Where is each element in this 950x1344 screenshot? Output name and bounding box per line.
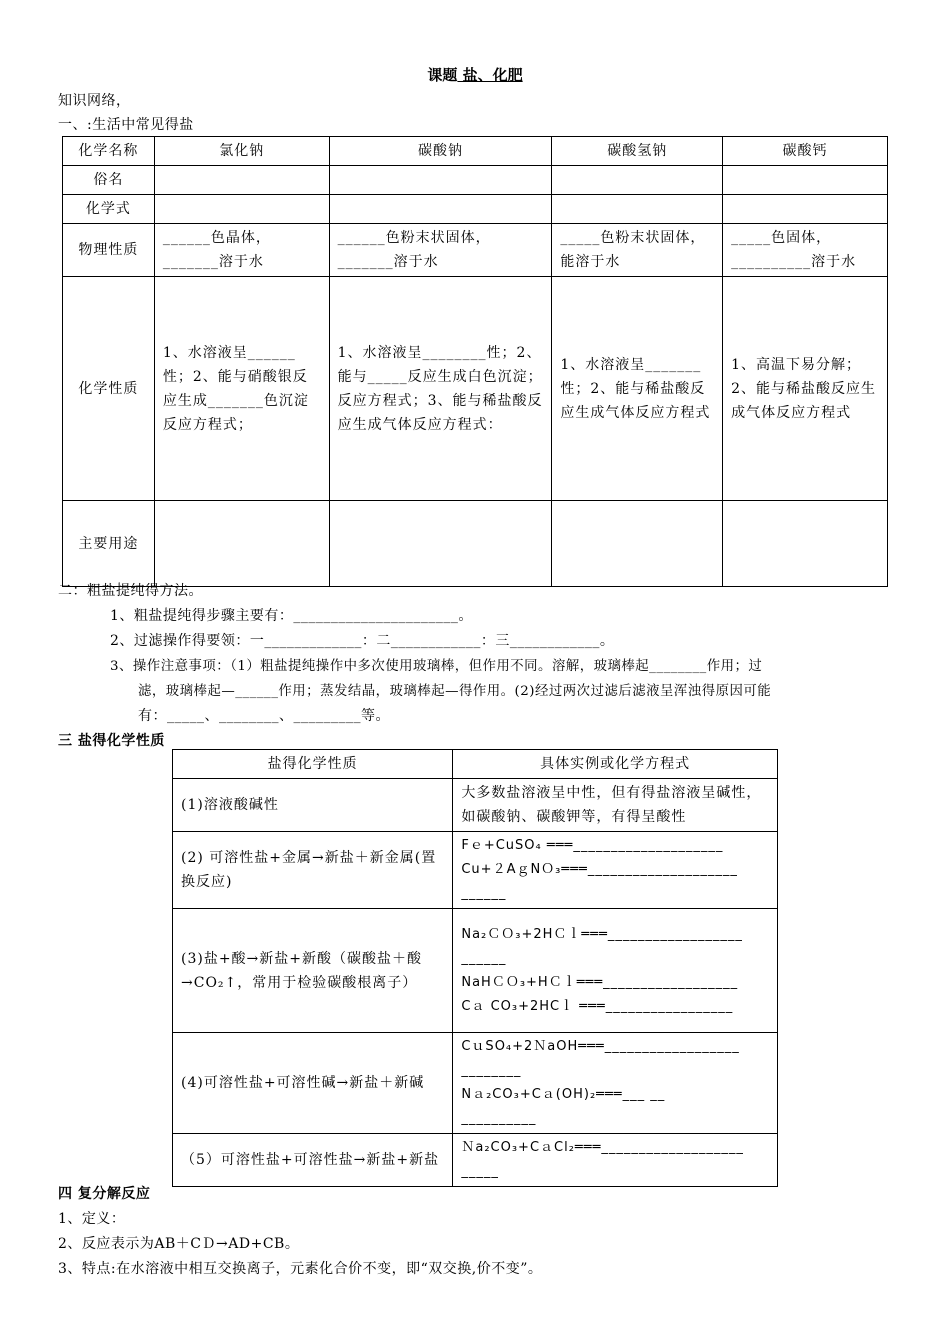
equation-line: Na₂ＣＯ₃+2HＣｌ═══__________________ bbox=[461, 926, 743, 942]
salt-properties-table bbox=[172, 749, 778, 1187]
example-cell bbox=[453, 1033, 778, 1134]
equation-line: _____ bbox=[461, 1164, 499, 1179]
table-row bbox=[173, 832, 778, 909]
property-cell: (2) 可溶性盐+金属→新盐＋新金属(置换反应) bbox=[173, 832, 453, 909]
table-cell bbox=[552, 501, 723, 587]
row-label: 俗名 bbox=[63, 166, 155, 195]
property-cell: （5）可溶性盐+可溶性盐→新盐+新盐 bbox=[173, 1134, 453, 1187]
example-cell bbox=[453, 909, 778, 1033]
table-cell bbox=[552, 166, 723, 195]
equation-line: Ｎa₂CO₃+CａCl₂═══___________________ bbox=[461, 1140, 744, 1155]
example-cell bbox=[453, 832, 778, 909]
row-label: 物理性质 bbox=[63, 224, 155, 277]
table-row bbox=[63, 277, 888, 501]
equation-line: NaHＣＯ₃+HＣｌ═══__________________ bbox=[461, 974, 739, 990]
table-cell bbox=[329, 195, 552, 224]
table-row bbox=[63, 166, 888, 195]
header-cell: 碳酸钠 bbox=[329, 137, 552, 166]
table-row bbox=[173, 1033, 778, 1134]
property-cell: (4)可溶性盐+可溶性碱→新盐＋新碱 bbox=[173, 1033, 453, 1134]
row-label: 化学式 bbox=[63, 195, 155, 224]
section3-heading: 三 盐得化学性质 bbox=[58, 733, 165, 749]
example-cell: 大多数盐溶液呈中性，但有得盐溶液呈碱性，如碳酸钠、碳酸钾等，有得呈酸性 bbox=[453, 779, 778, 832]
table-row bbox=[63, 195, 888, 224]
table-header-row bbox=[63, 137, 888, 166]
equation-line: ______ bbox=[461, 886, 507, 901]
table-cell bbox=[329, 501, 552, 587]
equation-line: __________ bbox=[461, 1111, 537, 1126]
header-cell: 具体实例或化学方程式 bbox=[453, 750, 778, 779]
section4-item2: 2、反应表示为AB＋CＤ→AD+CB。 bbox=[58, 1236, 300, 1252]
table-cell: 1、水溶液呈______性；2、能与硝酸银反应生成_______色沉淀反应方程式； bbox=[154, 277, 329, 501]
intro-text: 知识网络， bbox=[58, 93, 131, 109]
section1-heading: 一、:生活中常见得盐 bbox=[58, 117, 194, 133]
page-title bbox=[0, 64, 950, 85]
table-row bbox=[63, 501, 888, 587]
equation-line: Fｅ+CuSO₄ ═══____________________ bbox=[461, 838, 724, 853]
equation-line: Cu+２AｇNＯ₃═══____________________ bbox=[461, 862, 738, 877]
section2-item1: 1、粗盐提纯得步骤主要有：______________________。 bbox=[110, 608, 473, 624]
section2-heading: 二：粗盐提纯得方法。 bbox=[58, 583, 203, 599]
table-cell: _____色粉末状固体，能溶于水 bbox=[552, 224, 723, 277]
table-row bbox=[173, 1134, 778, 1187]
property-cell: (1)溶液酸碱性 bbox=[173, 779, 453, 832]
table-cell: 1、水溶液呈_______性；2、能与稀盐酸反应生成气体反应方程式 bbox=[552, 277, 723, 501]
table-cell: _____色固体，__________溶于水 bbox=[723, 224, 888, 277]
table-cell bbox=[723, 501, 888, 587]
equation-line: Cａ CO₃+2HCｌ ═══_________________ bbox=[461, 998, 734, 1014]
table-cell: ______色粉末状固体，_______溶于水 bbox=[329, 224, 552, 277]
table-cell bbox=[154, 501, 329, 587]
section2-item2: 2、过滤操作得要领：一_____________：二____________：三____________。 bbox=[110, 633, 615, 649]
table-cell bbox=[552, 195, 723, 224]
property-cell: (3)盐+酸→新盐+新酸（碳酸盐＋酸→CO₂↑，常用于检验碳酸根离子） bbox=[173, 909, 453, 1033]
table-cell: 1、高温下易分解；2、能与稀盐酸反应生成气体反应方程式 bbox=[723, 277, 888, 501]
header-cell: 化学名称 bbox=[63, 137, 155, 166]
equation-line: CｕSO₄+2ＮaOH═══__________________ bbox=[461, 1039, 740, 1054]
section2-item3-line2: 滤，玻璃棒起—______作用；蒸发结晶，玻璃棒起—得作用。(2)经过两次过滤后滤液呈浑浊得原因可能 bbox=[138, 684, 772, 699]
equation-line: ________ bbox=[461, 1063, 522, 1078]
table-cell bbox=[723, 195, 888, 224]
table-cell bbox=[154, 166, 329, 195]
section2-item3-line3: 有：_____、________、_________等。 bbox=[138, 708, 390, 724]
equation-line: Nａ₂CO₃+Cａ(OH)₂═══___ __ bbox=[461, 1087, 666, 1102]
header-cell: 碳酸氢钠 bbox=[552, 137, 723, 166]
table-cell: ______色晶体，_______溶于水 bbox=[154, 224, 329, 277]
row-label: 化学性质 bbox=[63, 277, 155, 501]
table-row bbox=[173, 909, 778, 1033]
header-cell: 碳酸钙 bbox=[723, 137, 888, 166]
example-cell bbox=[453, 1134, 778, 1187]
equation-line: ______ bbox=[461, 950, 507, 966]
common-salts-table bbox=[62, 136, 888, 587]
section2-item3-line1: 3、操作注意事项：（1）粗盐提纯操作中多次使用玻璃棒，但作用不同。溶解，玻璃棒起________作用；过 bbox=[110, 659, 763, 674]
section4-item3: 3、特点:在水溶液中相互交换离子，元素化合价不变，即“双交换,价不变”。 bbox=[58, 1261, 543, 1277]
section4-item1: 1、定义： bbox=[58, 1211, 126, 1227]
table-row bbox=[173, 779, 778, 832]
table-cell: 1、水溶液呈________性；2、能与_____反应生成白色沉淀；反应方程式；3、能与稀盐酸反应生成气体反应方程式： bbox=[329, 277, 552, 501]
table-cell bbox=[154, 195, 329, 224]
section4-heading: 四 复分解反应 bbox=[58, 1186, 151, 1202]
title-prefix: 课题 bbox=[427, 66, 458, 84]
header-cell: 盐得化学性质 bbox=[173, 750, 453, 779]
table-cell bbox=[329, 166, 552, 195]
row-label: 主要用途 bbox=[63, 501, 155, 587]
header-cell: 氯化钠 bbox=[154, 137, 329, 166]
table-cell bbox=[723, 166, 888, 195]
title-topic: 盐、化肥 bbox=[457, 66, 523, 84]
table-row bbox=[63, 224, 888, 277]
table-header-row bbox=[173, 750, 778, 779]
